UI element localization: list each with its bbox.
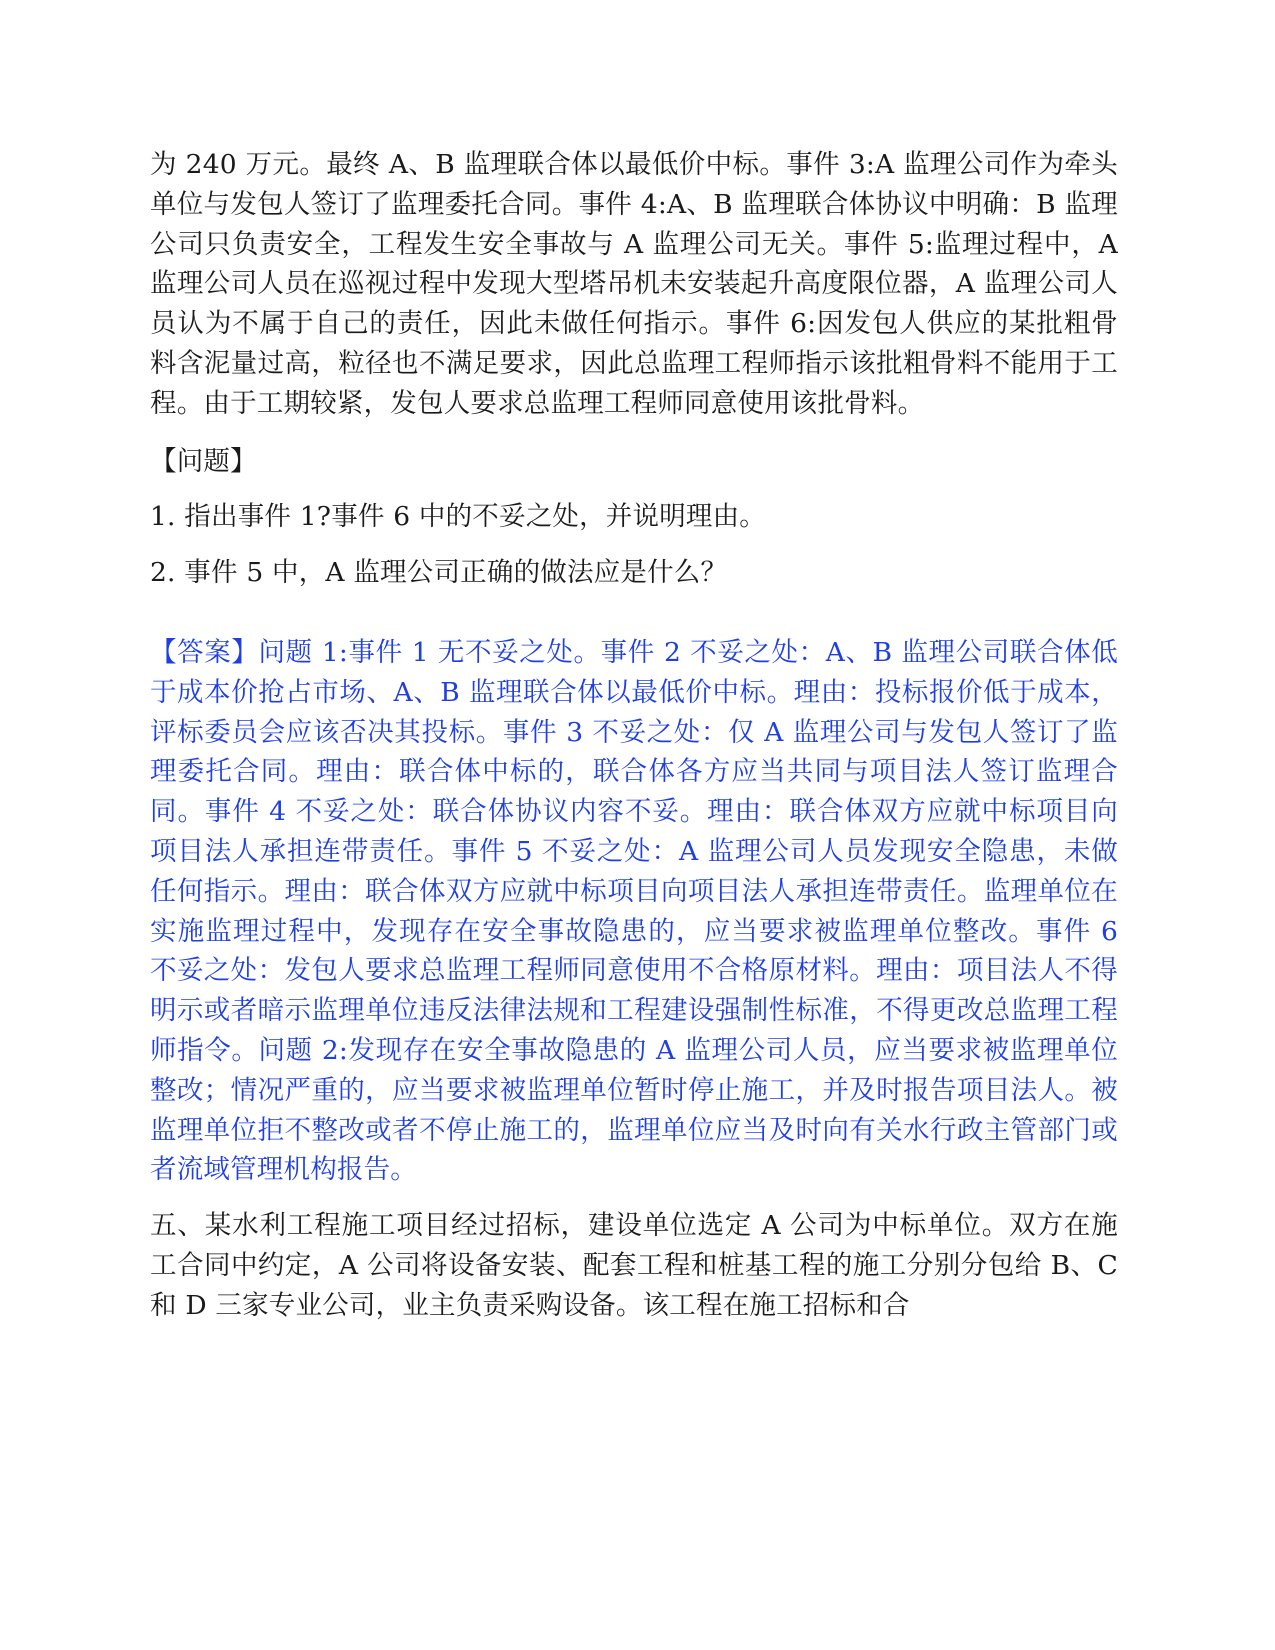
case-paragraph: 为 240 万元。最终 A、B 监理联合体以最低价中标。事件 3:A 监理公司作为牵头单位与发包人签订了监理委托合同。事件 4:A、B 监理联合体协议中明确：B 监理公司只负责安全，工程发生安全事故与 A 监理公司无关。事件 5:监理过程中，A 监理公司人员在巡视过程中发现大型塔吊机未安装起升高度限位器，A 监理公司人员认为不属于自己的责任，因此未做任何指示。事件 6:因发包人供应的某批粗骨料含泥量过高，粒径也不满足要求，因此总监理工程师指示该批粗骨料不能用于工程。由于工期较紧，发包人要求总监理工程师同意使用该批骨料。 — [150, 149, 1118, 419]
questions-heading: 【问题】 — [150, 445, 257, 477]
spacer — [150, 537, 1118, 553]
spacer — [150, 1190, 1118, 1206]
question-1: 1. 指出事件 1?事件 6 中的不妥之处，并说明理由。 — [150, 501, 767, 533]
next-question-paragraph: 五、某水利工程施工项目经过招标，建设单位选定 A 公司为中标单位。双方在施工合同中约定，A 公司将设备安装、配套工程和桩基工程的施工分别分包给 B、C 和 D 三家专业公司，业主负责采购设备。该工程在施工招标和合 — [150, 1210, 1118, 1321]
answer-label: 【答案】 — [150, 636, 259, 668]
spacer — [150, 593, 1118, 633]
spacer — [150, 481, 1118, 497]
question-2: 2. 事件 5 中，A 监理公司正确的做法应是什么？ — [150, 557, 728, 589]
answer-text: 问题 1:事件 1 无不妥之处。事件 2 不妥之处：A、B 监理公司联合体低于成本价抢占市场、A、B 监理联合体以最低价中标。理由：投标报价低于成本，评标委员会应该否决其投标。事件 3 不妥之处：仅 A 监理公司与发包人签订了监理委托合同。理由：联合体中标的，联合体各方应当共同与项目法人签订监理合同。事件 4 不妥之处：联合体协议内容不妥。理由：联合体双方应就中标项目向项目法人承担连带责任。事件 5 不妥之处：A 监理公司人员发现安全隐患，未做任何指示。理由：联合体双方应就中标项目向项目法人承担连带责任。监理单位在实施监理过程中，发现存在安全事故隐患的，应当要求被监理单位整改。事件 6 不妥之处：发包人要求总监理工程师同意使用不合格原材料。理由：项目法人不得明示或者暗示监理单位违反法律法规和工程建设强制性标准，不得更改总监理工程师指令。问题 2:发现存在安全事故隐患的 A 监理公司人员，应当要求被监理单位整改；情况严重的，应当要求被监理单位暂时停止施工，并及时报告项目法人。被监理单位拒不整改或者不停止施工的，监理单位应当及时向有关水行政主管部门或者流域管理机构报告。 — [150, 636, 1118, 1186]
document-page — [150, 145, 1118, 1326]
answer-paragraph — [150, 633, 1118, 1190]
spacer — [150, 424, 1118, 442]
